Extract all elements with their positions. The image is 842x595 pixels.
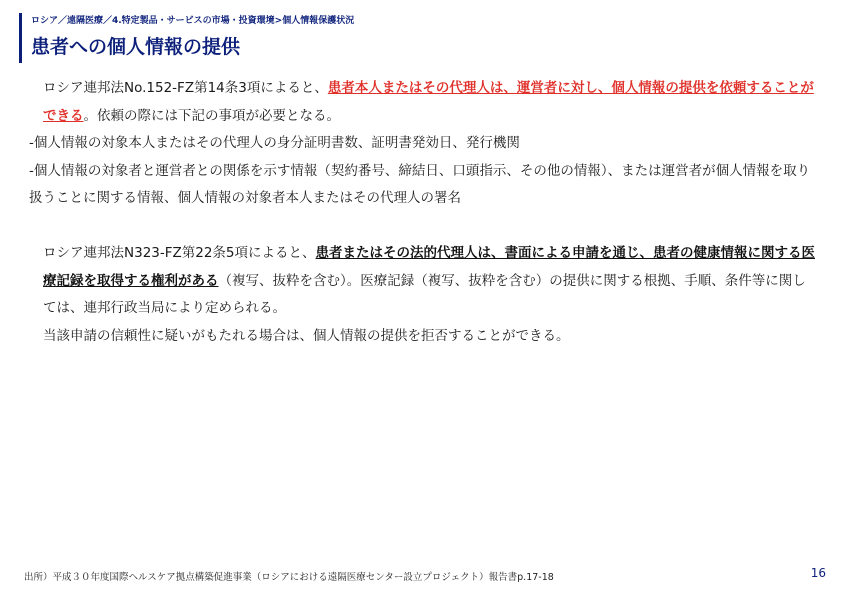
paragraph-law-323-suffix: （複写、抜粋を含む）。医療記録（複写、抜粋を含む）の提供に関する根拠、手順、条件等に関しては、連邦行政当局により定められる。 bbox=[43, 272, 806, 316]
paragraph-law-323-prefix: ロシア連邦法N323-FZ第22条5項によると、 bbox=[43, 245, 316, 261]
paragraph-law-152-prefix: ロシア連邦法No.152-FZ第14条3項によると、 bbox=[43, 80, 328, 96]
page-title: 患者への個人情報の提供 bbox=[31, 36, 241, 58]
paragraph-law-152-emphasis: 患者本人またはその代理人は、運営者に対し、個人情報の提供を依頼することができる bbox=[43, 80, 814, 124]
page-number: 16 bbox=[810, 566, 826, 580]
requirement-item-relationship: -個人情報の対象者と運営者との関係を示す情報（契約番号、締結日、口頭指示、その他の情報）、または運営者が個人情報を取り扱うことに関する情報、個人情報の対象者本人またはその代理人の署名 bbox=[29, 162, 811, 206]
paragraph-law-323-emphasis: 患者またはその法的代理人は、書面による申請を通じ、患者の健康情報に関する医療記録を取得する権利がある bbox=[43, 245, 816, 289]
paragraph-spacer bbox=[29, 213, 819, 241]
breadcrumb: ロシア／遠隔医療／4.特定製品・サービスの市場・投資環境>個人情報保護状況 bbox=[31, 16, 355, 26]
source-note: 出所）平成３０年度国際ヘルスケア拠点構築促進事業（ロシアにおける遠隔医療センター設立プロジェクト）報告書p.17-18 bbox=[24, 572, 554, 583]
title-accent-bar bbox=[19, 13, 22, 63]
paragraph-law-323 bbox=[29, 240, 819, 323]
paragraph-law-152 bbox=[29, 75, 819, 130]
body-content bbox=[29, 75, 819, 350]
requirement-item-identity: -個人情報の対象本人またはその代理人の身分証明書数、証明書発効日、発行機関 bbox=[29, 135, 520, 151]
paragraph-refusal: 当該申請の信頼性に疑いがもたれる場合は、個人情報の提供を拒否することができる。 bbox=[43, 327, 570, 344]
paragraph-law-152-suffix: 。依頼の際には下記の事項が必要となる。 bbox=[83, 107, 340, 124]
